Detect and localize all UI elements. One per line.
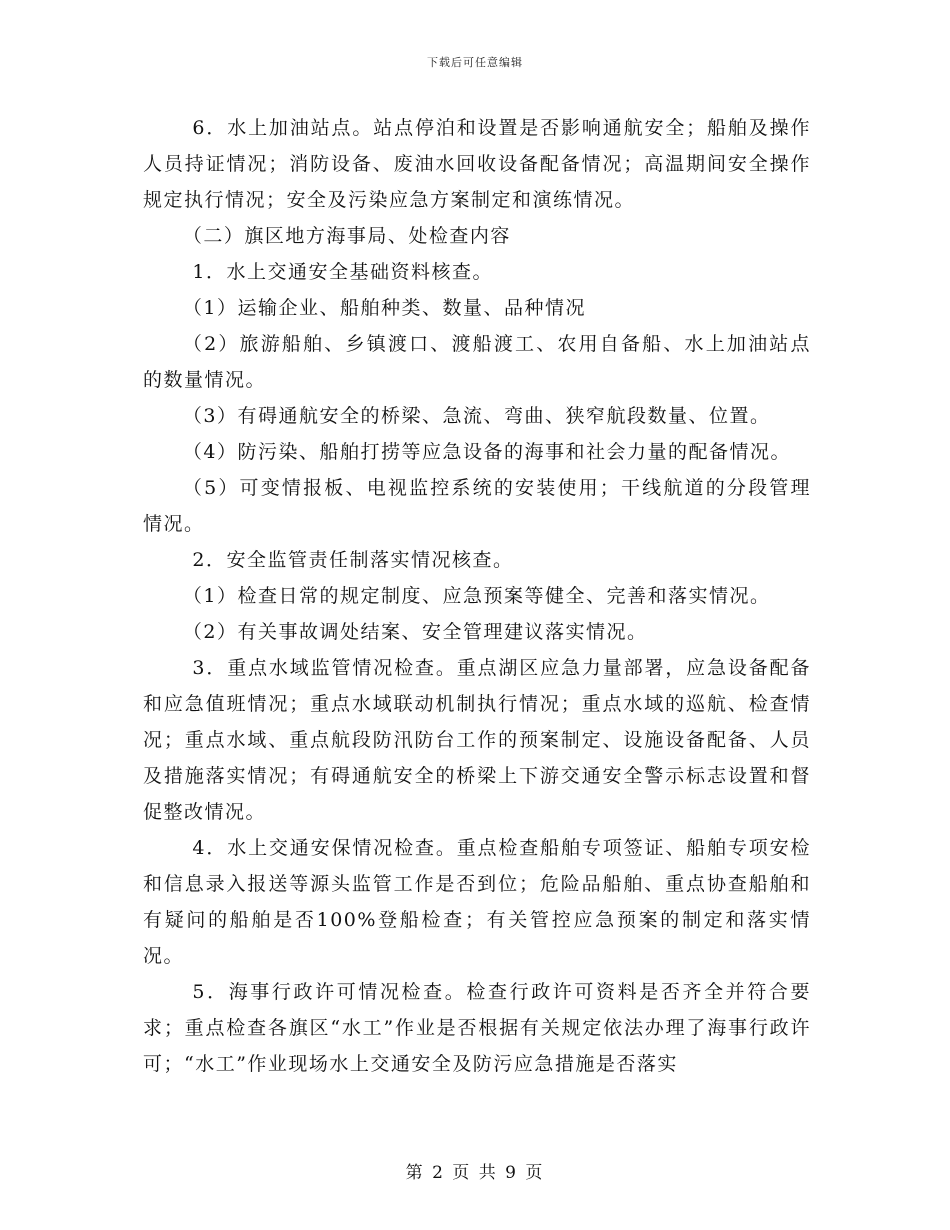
paragraph-item-monitoring: （5）可变情报板、电视监控系统的安装使用；干线航道的分段管理情况。 bbox=[143, 477, 811, 535]
paragraph-item-transport: （1）运输企业、船舶种类、数量、品种情况 bbox=[182, 297, 586, 319]
paragraph-item-pollution: （4）防污染、船舶打捞等应急设备的海事和社会力量的配备情况。 bbox=[182, 441, 791, 463]
paragraph-item-bridges: （3）有碍通航安全的桥梁、急流、弯曲、狭窄航段数量、位置。 bbox=[182, 405, 771, 427]
paragraph-basic-data-check: 1．水上交通安全基础资料核查。 bbox=[192, 261, 493, 283]
document-body bbox=[143, 110, 811, 1082]
section-heading-local-maritime: （二）旗区地方海事局、处检查内容 bbox=[182, 225, 511, 247]
page-header: 下载后可任意编辑 bbox=[427, 56, 523, 69]
page-footer: 第 2 页 共 9 页 bbox=[405, 1163, 545, 1183]
paragraph-item-tour-boats: （2）旅游船舶、乡镇渡口、渡船渡工、农用自备船、水上加油站点的数量情况。 bbox=[143, 333, 811, 391]
paragraph-item-accidents: （2）有关事故调处结案、安全管理建议落实情况。 bbox=[182, 621, 648, 643]
paragraph-refuel-station: 6．水上加油站点。站点停泊和设置是否影响通航安全；船舶及操作人员持证情况；消防设备、废油水回收设备配备情况；高温期间安全操作规定执行情况；安全及污染应急方案制定和演练情况。 bbox=[143, 117, 811, 211]
paragraph-key-waters: 3．重点水域监管情况检查。重点湖区应急力量部署，应急设备配备和应急值班情况；重点水域联动机制执行情况；重点水域的巡航、检查情况；重点水域、重点航段防汛防台工作的预案制定、设施设备配备、人员及措施落实情况；有碍通航安全的桥梁上下游交通安全警示标志设置和督促整改情况。 bbox=[143, 657, 811, 823]
paragraph-responsibility-check: 2．安全监管责任制落实情况核查。 bbox=[192, 549, 514, 571]
paragraph-licensing: 5．海事行政许可情况检查。检查行政许可资料是否齐全并符合要求；重点检查各旗区“水工”作业是否根据有关规定依法办理了海事行政许可；“水工”作业现场水上交通安全及防污应急措施是否落实 bbox=[143, 981, 811, 1075]
paragraph-item-regulations: （1）检查日常的规定制度、应急预案等健全、完善和落实情况。 bbox=[182, 585, 771, 607]
paragraph-security: 4．水上交通安保情况检查。重点检查船舶专项签证、船舶专项安检和信息录入报送等源头监管工作是否到位；危险品船舶、重点协查船舶和有疑问的船舶是否100%登船检查；有关管控应急预案的制定和落实情况。 bbox=[143, 837, 811, 967]
